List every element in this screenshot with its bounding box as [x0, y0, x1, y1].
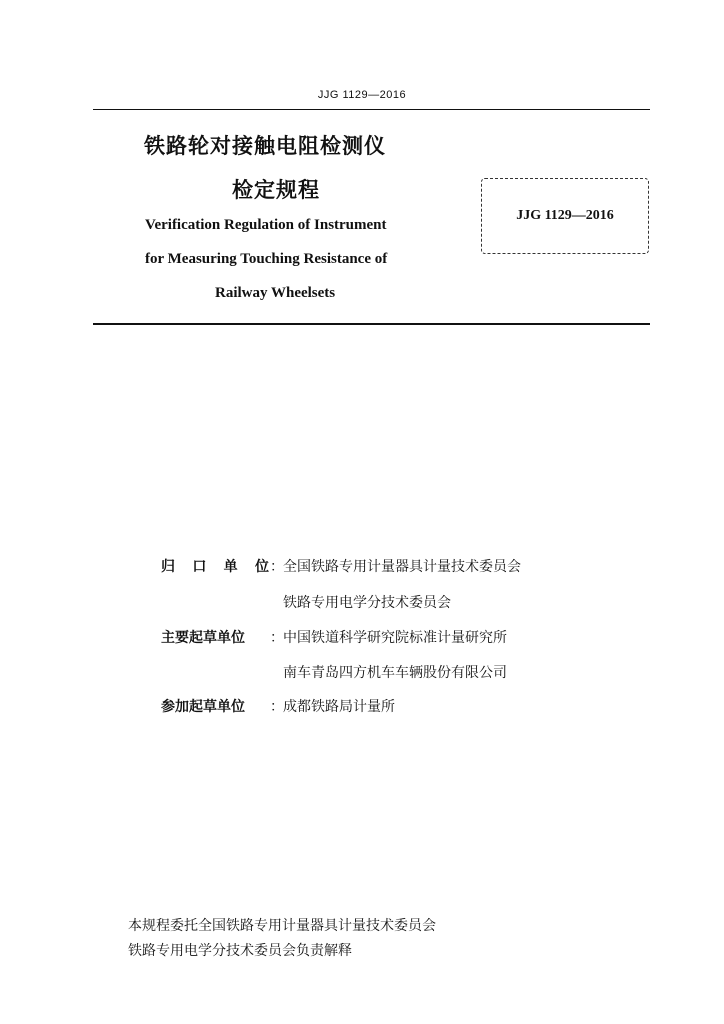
- header-standard-code: JJG 1129—2016: [317, 89, 407, 101]
- main-drafter-label: 主要起草单位: [161, 630, 245, 646]
- bottom-divider: [93, 323, 650, 325]
- responsible-colon: ：: [270, 559, 284, 575]
- responsible-label-char: 位: [254, 559, 269, 575]
- title-english-line-1: Verification Regulation of Instrument: [145, 217, 387, 233]
- responsible-label-char: 单: [223, 559, 238, 575]
- title-chinese-line-1: 铁路轮对接触电阻检测仪: [144, 134, 386, 158]
- title-chinese-line-2: 检定规程: [232, 178, 320, 202]
- top-divider: [93, 109, 650, 110]
- standard-code-box-text: JJG 1129—2016: [516, 208, 614, 223]
- responsible-label-char: 归: [161, 559, 175, 575]
- title-english-line-2: for Measuring Touching Resistance of: [145, 251, 388, 267]
- responsible-unit-label: [161, 556, 269, 576]
- main-drafter-1: 中国铁道科学研究院标准计量研究所: [283, 630, 507, 646]
- participating-drafter-1: 成都铁路局计量所: [283, 699, 395, 715]
- main-drafter-2: 南车青岛四方机车车辆股份有限公司: [283, 665, 507, 681]
- participating-drafter-colon: ：: [270, 699, 284, 715]
- title-english-line-3: Railway Wheelsets: [215, 285, 336, 301]
- main-drafter-colon: ：: [270, 630, 284, 646]
- responsible-unit-2: 铁路专用电学分技术委员会: [283, 595, 451, 611]
- interpretation-note-line-2: 铁路专用电学分技术委员会负责解释: [128, 943, 352, 959]
- responsible-unit-1: 全国铁路专用计量器具计量技术委员会: [283, 559, 521, 575]
- responsible-label-char: 口: [192, 559, 207, 575]
- interpretation-note-line-1: 本规程委托全国铁路专用计量器具计量技术委员会: [128, 918, 436, 934]
- participating-drafter-label: 参加起草单位: [161, 699, 245, 715]
